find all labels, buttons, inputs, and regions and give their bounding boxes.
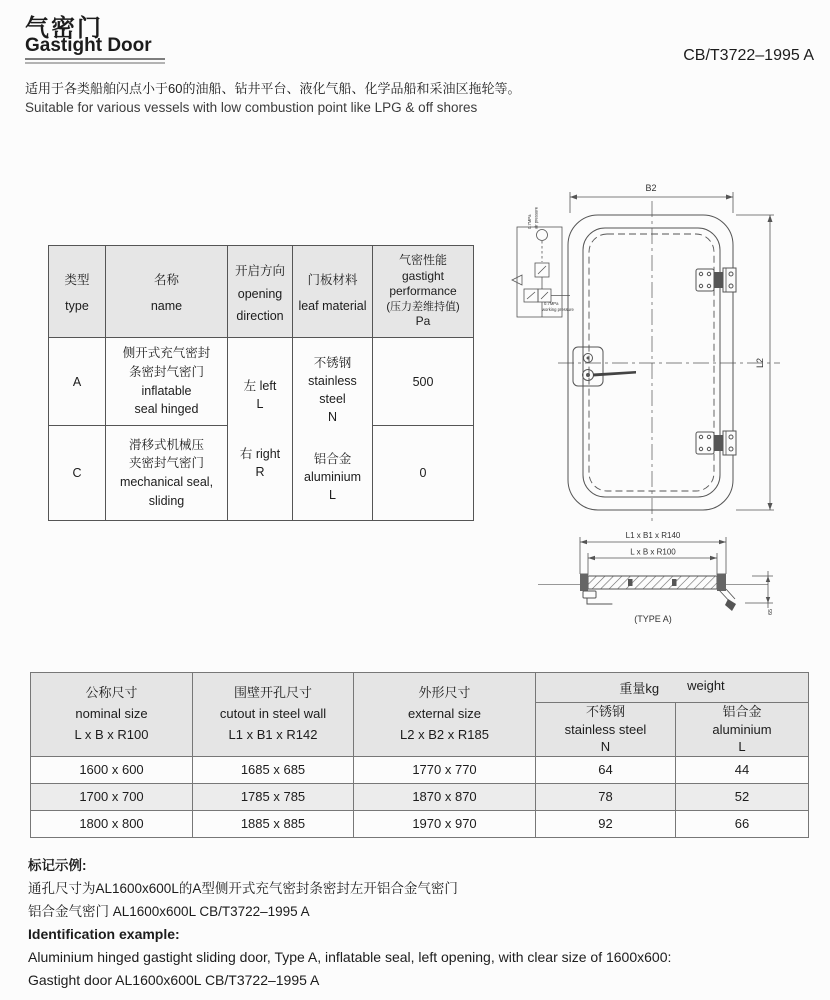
weight-steel-en: stainless steel xyxy=(564,721,647,737)
working-pressure-note-value: 0.7MPa xyxy=(544,301,559,306)
page-title-chinese: 气密门 xyxy=(25,15,103,42)
name-c-line1: 滑移式机械压 xyxy=(128,437,204,452)
weight-en: weight xyxy=(687,678,725,693)
spec-header-direction-en1: opening xyxy=(237,286,283,301)
external-en: external size xyxy=(408,705,481,721)
spec-row-type-a xyxy=(49,338,474,426)
example-line1-cn: 通孔尺寸为AL1600x600L的A型侧开式充气密封条密封左开铝合金气密门 xyxy=(28,881,458,896)
direction-option-left xyxy=(230,377,290,413)
material-option-steel xyxy=(295,354,370,427)
name-a-line4: seal hinged xyxy=(134,402,199,417)
hinge-top xyxy=(696,268,736,292)
door-handle xyxy=(573,347,636,386)
direction-right-code: R xyxy=(255,465,265,480)
spec-header-perf-l3: performance xyxy=(389,284,457,299)
cell-nominal-1600: 1600 x 600 xyxy=(31,756,193,783)
spec-header-perf-l2: gastight xyxy=(401,268,445,283)
cell-weight-steel-1700: 78 xyxy=(536,783,676,810)
direction-left-code: L xyxy=(256,396,264,411)
intro-text-chinese: 适用于各类船舶闪点小于60的油船、钻井平台、液化气船、化学品船和采油区拖轮等。 xyxy=(25,81,521,96)
size-header-weight-group xyxy=(536,673,809,703)
cell-external-1600: 1770 x 770 xyxy=(354,756,536,783)
name-a-line3: inflatable xyxy=(141,383,192,398)
section-hinge xyxy=(719,589,736,611)
spec-header-type-en: type xyxy=(65,299,89,313)
dim-label-l1b1: L1 x B1 x R140 xyxy=(625,531,681,540)
example-line1-en: Aluminium hinged gastight sliding door, Type A, inflatable seal, left opening, with clear size of 1600x600: xyxy=(28,949,672,965)
dim-label-depth: 65 xyxy=(768,608,774,615)
door-section-view xyxy=(538,531,774,624)
spec-cell-material xyxy=(293,338,373,521)
size-header-aluminium xyxy=(676,703,809,757)
cell-cutout-1800: 1885 x 885 xyxy=(193,810,354,837)
spec-header-performance xyxy=(373,246,474,338)
spec-header-perf-l4: (压力差维持值) xyxy=(386,300,460,313)
size-row-1800 xyxy=(31,810,809,837)
cell-weight-alu-1800: 66 xyxy=(676,810,809,837)
spec-header-material-cn: 门板材料 xyxy=(307,273,358,287)
cell-cutout-1600: 1685 x 685 xyxy=(193,756,354,783)
example-label-en: Identification example: xyxy=(28,926,180,942)
material-steel-code: N xyxy=(327,409,338,424)
direction-left-en: left xyxy=(259,378,277,393)
cell-weight-alu-1600: 44 xyxy=(676,756,809,783)
spec-header-perf-l5: Pa xyxy=(415,314,431,329)
spec-header-name-en: name xyxy=(150,299,183,313)
direction-right-en: right xyxy=(255,447,281,461)
spec-table xyxy=(48,245,474,521)
spec-header-perf-l1: 气密性能 xyxy=(398,253,447,268)
spec-header-name-cn: 名称 xyxy=(153,273,179,287)
weight-steel-code: N xyxy=(600,739,611,755)
external-cn: 外形尺寸 xyxy=(418,685,471,701)
type-a-label: (TYPE A) xyxy=(634,614,672,624)
material-steel-en: stainless steel xyxy=(308,373,357,406)
working-pressure-note-label: working pressure xyxy=(542,307,574,312)
direction-right-cn: 右 xyxy=(239,447,253,461)
spec-header-type-cn: 类型 xyxy=(64,273,90,287)
section-leaf xyxy=(538,574,768,592)
cell-cutout-1700: 1785 x 785 xyxy=(193,783,354,810)
material-option-aluminium xyxy=(295,450,370,504)
name-c-line2: 夹密封气密门 xyxy=(128,456,204,471)
cell-external-1700: 1870 x 870 xyxy=(354,783,536,810)
size-header-nominal xyxy=(31,673,193,757)
cutout-cn: 围壁开孔尺寸 xyxy=(233,685,312,701)
material-alu-en: aluminium xyxy=(304,470,361,485)
dim-label-l2: L2 xyxy=(755,357,765,369)
example-label-cn: 标记示例: xyxy=(28,858,87,873)
material-steel-cn: 不锈钢 xyxy=(313,355,352,370)
air-pressure-note-label: air pressure xyxy=(533,206,539,229)
spec-cell-name-a xyxy=(106,338,228,426)
name-a-line2: 条密封气密门 xyxy=(128,364,204,379)
cutout-en: cutout in steel wall xyxy=(219,705,327,721)
spec-header-type xyxy=(49,246,106,338)
size-row-1700 xyxy=(31,783,809,810)
spec-header-material xyxy=(293,246,373,338)
spec-cell-name-c xyxy=(106,426,228,521)
spec-header-direction-cn: 开启方向 xyxy=(234,263,285,278)
nominal-formula: L x B x R100 xyxy=(74,726,149,742)
spec-header-direction xyxy=(228,246,293,338)
dim-label-b2: B2 xyxy=(645,183,657,193)
pneumatic-schematic xyxy=(512,227,570,317)
spec-cell-type-c: C xyxy=(49,426,106,521)
spec-table-header-row xyxy=(49,246,474,338)
name-c-line4: sliding xyxy=(148,493,185,508)
direction-option-right xyxy=(230,445,290,481)
weight-alu-cn: 铝合金 xyxy=(722,704,762,719)
hinge-bottom xyxy=(696,431,736,455)
cell-weight-steel-1600: 64 xyxy=(536,756,676,783)
intro-text-english: Suitable for various vessels with low combustion point like LPG & off shores xyxy=(25,100,478,115)
spec-cell-direction xyxy=(228,338,293,521)
size-table-header-row1 xyxy=(31,673,809,703)
name-a-line1: 侧开式充气密封 xyxy=(122,346,211,360)
direction-left-cn: 左 xyxy=(243,378,257,393)
nominal-cn: 公称尺寸 xyxy=(85,685,138,701)
air-pressure-note-value: 0.7MPa xyxy=(527,214,532,229)
weight-alu-en: aluminium xyxy=(712,721,772,737)
door-frame xyxy=(568,215,733,510)
name-c-line3: mechanical seal, xyxy=(119,475,214,489)
spec-cell-performance-c: 0 xyxy=(373,426,474,521)
centerlines xyxy=(558,201,780,525)
cell-weight-alu-1700: 52 xyxy=(676,783,809,810)
weight-steel-cn: 不锈钢 xyxy=(585,704,625,719)
example-line2-en: Gastight door AL1600x600L CB/T3722–1995 A xyxy=(28,972,320,988)
example-line2-cn: 铝合金气密门 AL1600x600L CB/T3722–1995 A xyxy=(28,904,310,919)
external-formula: L2 x B2 x R185 xyxy=(400,726,489,742)
cell-nominal-1700: 1700 x 700 xyxy=(31,783,193,810)
standard-code: CB/T3722–1995 A xyxy=(683,47,814,64)
technical-drawing xyxy=(500,163,830,663)
spec-cell-type-a: A xyxy=(49,338,106,426)
material-alu-cn: 铝合金 xyxy=(313,452,352,467)
weight-alu-code: L xyxy=(738,739,746,755)
section-handle xyxy=(583,591,612,604)
page-title-english: Gastight Door xyxy=(25,35,152,56)
size-header-cutout xyxy=(193,673,354,757)
cell-nominal-1800: 1800 x 800 xyxy=(31,810,193,837)
cutout-formula: L1 x B1 x R142 xyxy=(228,726,318,742)
title-underline xyxy=(25,58,165,64)
spec-header-material-en: leaf material xyxy=(298,299,367,313)
dim-label-lb: L x B x R100 xyxy=(630,547,676,557)
size-table xyxy=(30,672,809,838)
identification-example-block xyxy=(28,854,671,992)
spec-header-direction-en2: direction xyxy=(236,308,284,323)
dimension-b2 xyxy=(570,192,733,213)
size-row-1600 xyxy=(31,756,809,783)
size-header-steel xyxy=(536,703,676,757)
door-front-view xyxy=(512,183,780,525)
nominal-en: nominal size xyxy=(75,705,148,721)
weight-cn: 重量kg xyxy=(619,681,660,696)
cell-weight-steel-1800: 92 xyxy=(536,810,676,837)
dimension-depth xyxy=(745,571,773,608)
spec-header-name xyxy=(106,246,228,338)
spec-cell-performance-a: 500 xyxy=(373,338,474,426)
size-header-external xyxy=(354,673,536,757)
cell-external-1800: 1970 x 970 xyxy=(354,810,536,837)
material-alu-code: L xyxy=(329,488,336,503)
